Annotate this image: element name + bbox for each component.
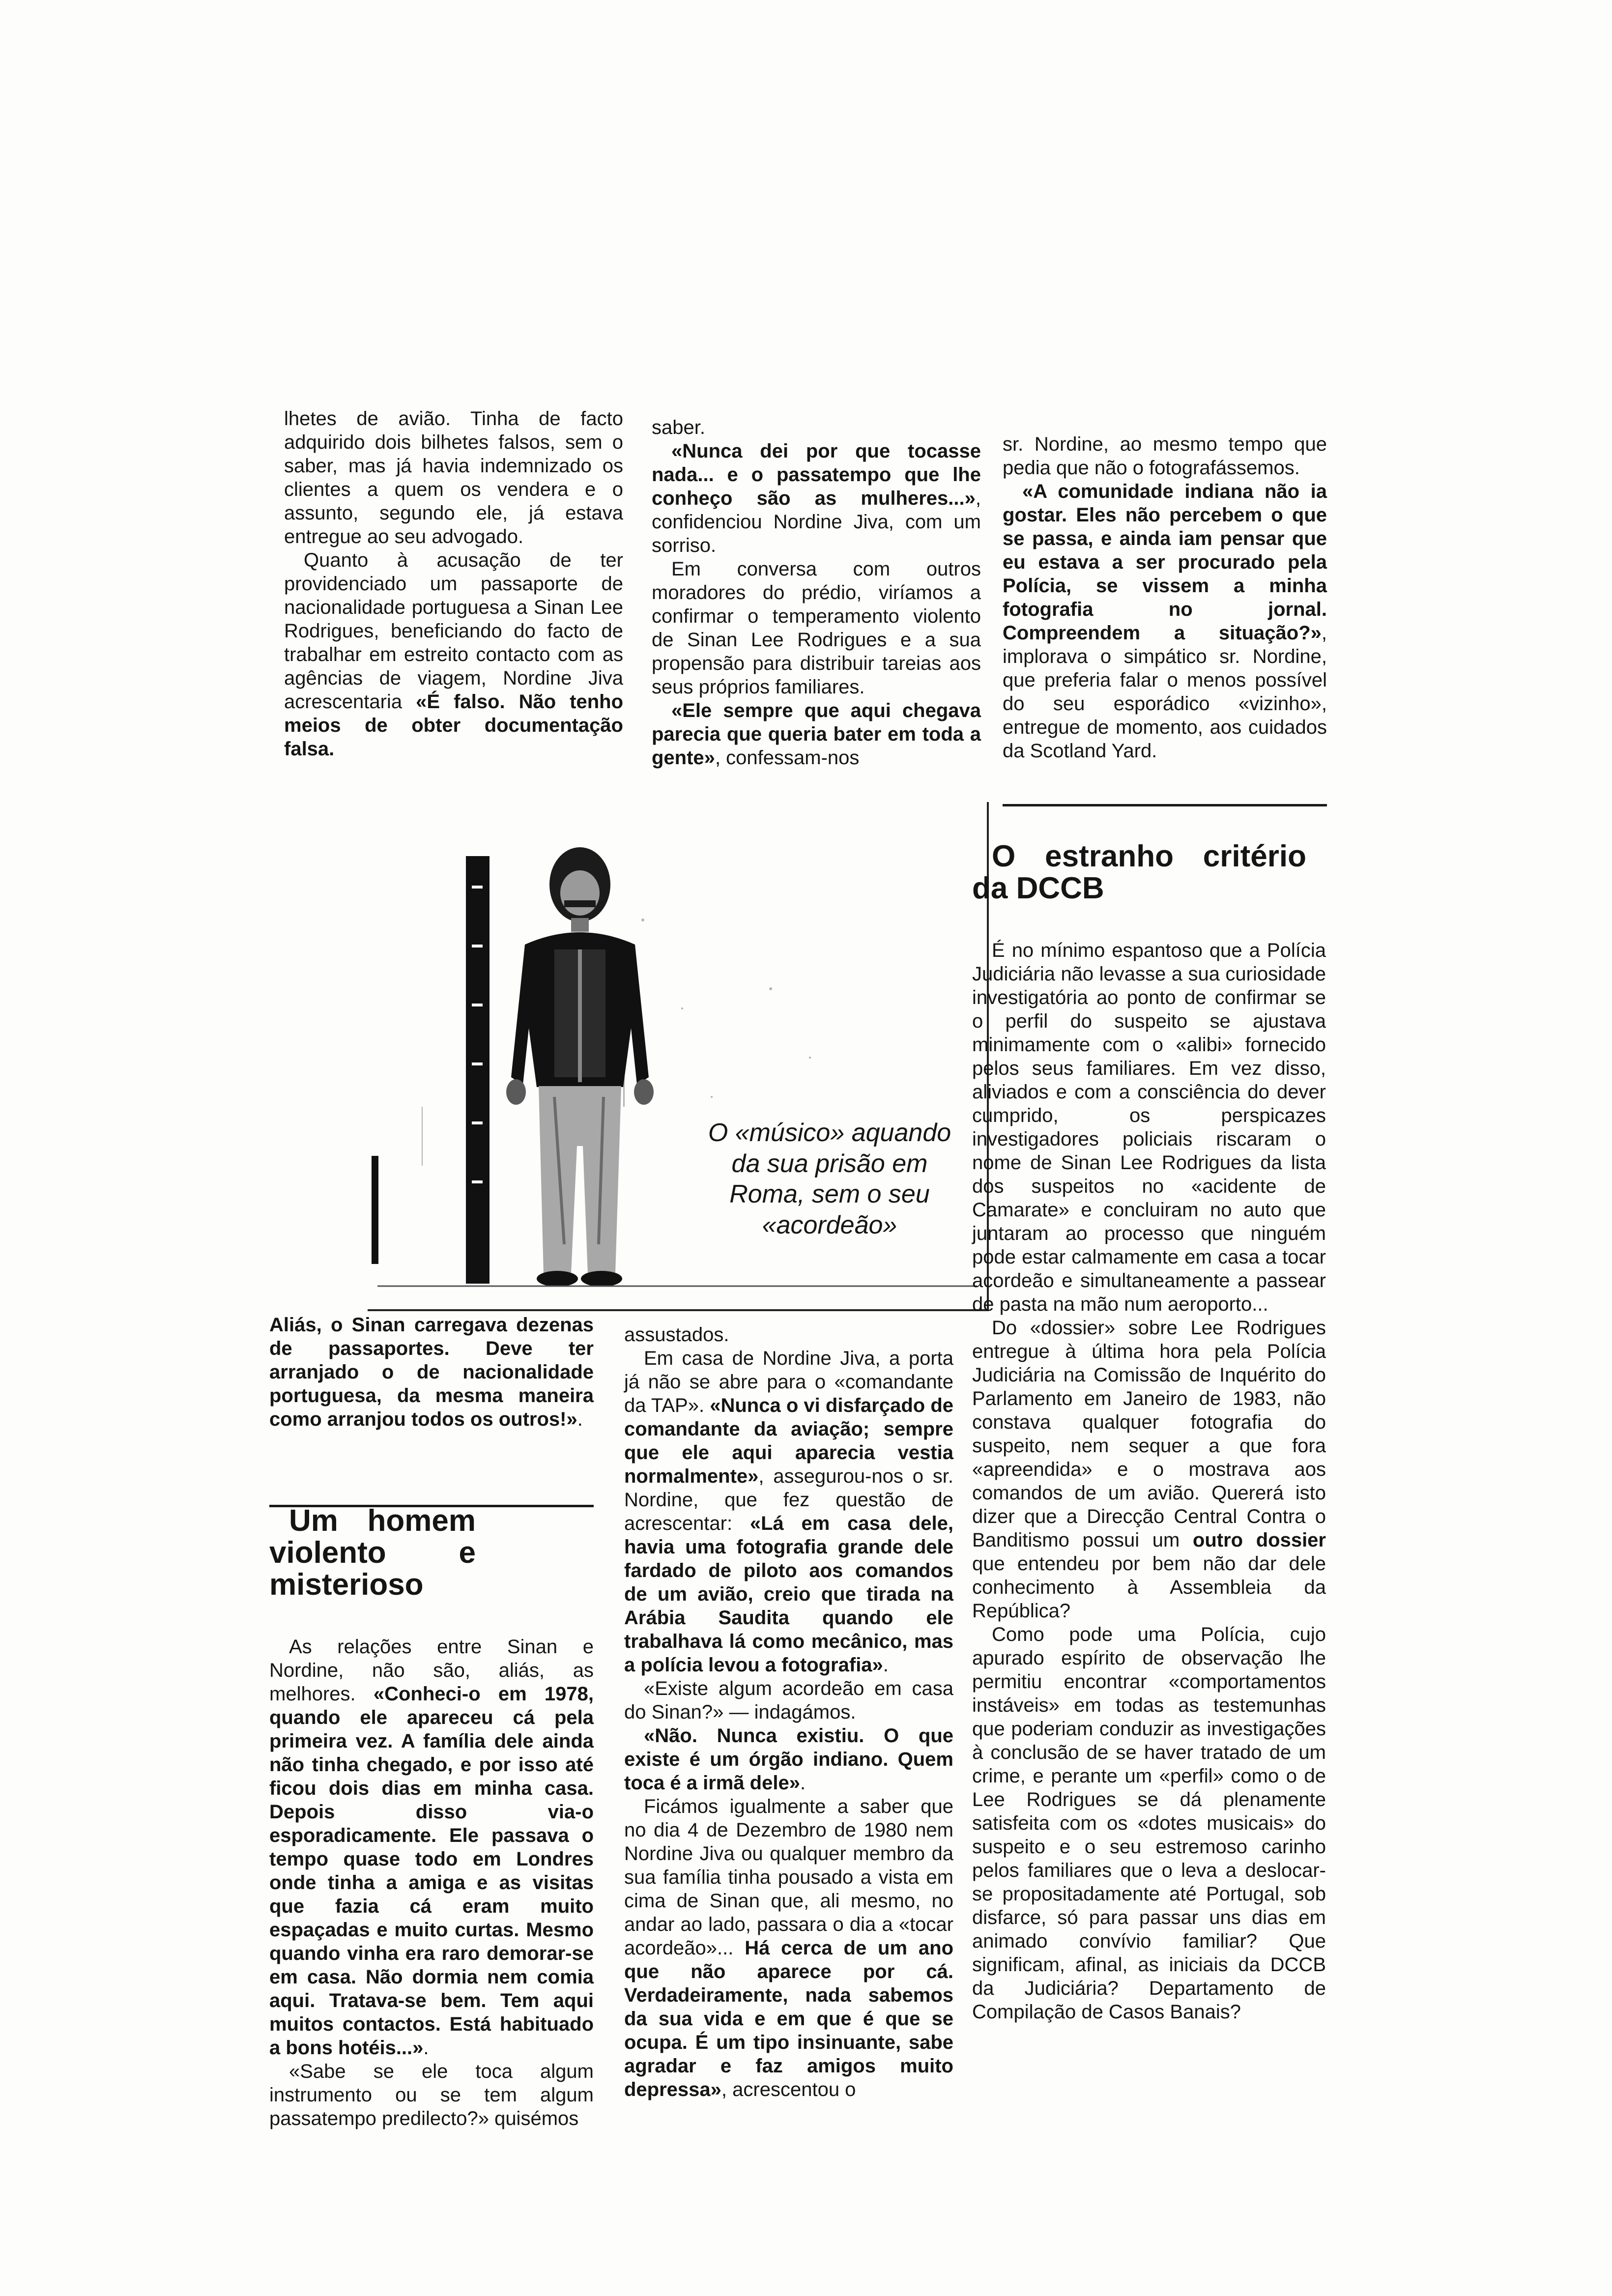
paragraph	[624, 1677, 953, 1724]
text-run: que entendeu por bem não dar dele conhecimento à Assembleia da República?	[972, 1553, 1326, 1622]
text-run: É no mínimo espantoso que a Polícia Judiciária não levasse a sua curiosidade investigatória ao ponto de confirmar se o perfil do suspeito se ajustava minimamente com o «alibi» fornecido pelos seus familiares. Em vez disso, aliviados e com a consciência do dever cumprido, os perspicazes investigadores policiais riscaram o nome de Sinan Lee Rodrigues da lista dos suspeitos no «acidente de Camarate» e concluiram no auto que juntaram ao processo que ninguém pode estar calmamente em casa a tocar acordeão e simultaneamente a passear de pasta na mão num aeroporto...	[972, 940, 1326, 1316]
bottom-column-2	[624, 1323, 953, 2101]
bold-run: «Nunca dei por que tocasse nada... e o passatempo que lhe conheço são as mulheres...»	[652, 440, 981, 509]
top-column-1	[284, 407, 623, 761]
paragraph	[652, 557, 981, 699]
paragraph	[624, 1323, 953, 1347]
paragraph	[972, 939, 1326, 1316]
text-run: Como pode uma Polícia, cujo apurado espírito de observação lhe permitiu encontrar «comportamentos instáveis» em todas as testemunhas que poderiam conduzir as investigações à conclusão de se haver tratado de um crime, e perante um «perfil» como o de Lee Rodrigues se dá plenamente satisfeita com os «dotes musicais» do suspeito e o seu estremoso carinho pelos familiares que o leva a deslocar-se propositadamente até Portugal, sob disfarce, só para passar uns dias em animado convívio familiar? Que significam, afinal, as iniciais da DCCB da Judiciária? Departamento de Compilação de Casos Banais?	[972, 1624, 1326, 2023]
bold-run: «Ele sempre que aqui chegava parecia que queria bater em toda a gente»	[652, 700, 981, 769]
text-run: Ficámos igualmente a saber que no dia 4 de Dezembro de 1980 nem Nordine Jiva ou qualquer membro da sua família tinha pousado a vista em cima de Sinan que, ali mesmo, no andar ao lado, passara o dia a «tocar acordeão»...	[624, 1796, 953, 1959]
text-run: .	[577, 1408, 583, 1430]
text-run: , confessam-nos	[715, 747, 860, 769]
text-run: .	[800, 1772, 806, 1794]
text-run: As relações entre Sinan e Nordine, não são, aliás, as melhores.	[269, 1636, 594, 1705]
paragraph	[284, 548, 623, 761]
text-run: lhetes de avião. Tinha de facto adquirido dois bilhetes falsos, sem o saber, mas já havia indemnizado os clientes a quem os vendera e o assunto, segundo ele, já estava entregue ao seu advogado.	[284, 408, 623, 547]
bold-run: «A comunidade indiana não ia gostar. Eles não percebem o que se passa, e ainda iam pensar que eu estava a ser procurado pela Polícia, se vissem a minha fotografia no jornal. Compreendem a situação?»	[1003, 481, 1327, 644]
text-run: «Existe algum acordeão em casa do Sinan?» — indagámos.	[624, 1678, 953, 1723]
paragraph	[269, 1313, 594, 1431]
paragraph	[269, 2060, 594, 2130]
paragraph	[652, 416, 981, 439]
bold-run: «É falso. Não tenho meios de obter documentação falsa.	[284, 691, 624, 760]
paragraph	[652, 439, 981, 557]
text-run: , implorava o simpático sr. Nordine, que preferia falar o menos possível do seu esporádico «vizinho», entregue de momento, aos cuidados da Scotland Yard.	[1003, 622, 1327, 762]
paragraph	[972, 1623, 1326, 2024]
bold-run: outro dossier	[1192, 1529, 1326, 1551]
text-run: Em conversa com outros moradores do prédio, viríamos a confirmar o temperamento violento de Sinan Lee Rodrigues e a sua propensão para distribuir tareias aos seus próprios familiares.	[652, 558, 981, 698]
paragraph	[1003, 480, 1327, 763]
bold-run: «Não. Nunca existiu. O que existe é um órgão indiano. Quem toca é a irmã dele»	[624, 1725, 953, 1794]
suspect-photo-block	[368, 802, 989, 1311]
top-column-2	[652, 416, 981, 770]
bold-run: «Lá em casa dele, havia uma fotografia grande dele fardado de piloto aos comandos de um avião, creio que tirada na Arábia Saudita quando ele trabalhava lá como mecânico, mas a polícia levou a fotografia»	[624, 1513, 953, 1676]
paragraph	[269, 1635, 594, 2060]
bottom-column-1-intro	[269, 1313, 594, 1431]
paragraph	[624, 1347, 953, 1677]
bold-run: Aliás, o Sinan carregava dezenas de passaportes. Deve ter arranjado o de nacionalidade portuguesa, da mesma maneira como arranjou todos os outros!»	[269, 1314, 594, 1430]
text-run: .	[423, 2037, 429, 2059]
top-column-3	[1003, 432, 1327, 763]
text-run: sr. Nordine, ao mesmo tempo que pedia que não o fotografássemos.	[1003, 433, 1327, 479]
paragraph	[284, 407, 623, 548]
text-run: saber.	[652, 417, 705, 438]
text-run: Em casa de Nordine Jiva, a porta já não se abre para o «comandante da TAP».	[624, 1348, 953, 1416]
text-run: «Sabe se ele toca algum instrumento ou se tem algum passatempo predilecto?» quisémos	[269, 2061, 594, 2130]
section-heading-estranho-criterio: O estranho critério da DCCB	[972, 839, 1306, 906]
paragraph	[624, 1724, 953, 1795]
paragraph	[1003, 432, 1327, 480]
text-run: , confidenciou Nordine Jiva, com um sorriso.	[652, 488, 981, 556]
bottom-column-3-body	[972, 939, 1326, 2024]
text-run: Quanto à acusação de ter providenciado um passaporte de nacionalidade portuguesa a Sinan Lee Rodrigues, beneficiando do facto de trabalhar em estreito contacto com as agências de viagem, Nordine Jiva acrescentaria	[284, 549, 623, 713]
bottom-column-1-body	[269, 1635, 594, 2130]
section-heading-um-homem: Um homem violento e misterioso	[269, 1504, 476, 1602]
paragraph	[652, 699, 981, 770]
text-run: , assegurou-nos o sr. Nordine, que fez questão de acrescentar:	[624, 1465, 953, 1534]
bold-run: «Conheci-o em 1978, quando ele apareceu cá pela primeira vez. A família dele ainda não tinha chegado, e por isso até ficou dois dias em minha casa. Depois disso via-o esporadicamente. Ele passava o tempo quase todo em Londres onde tinha a amiga e as visitas que fazia cá eram muito espaçadas e muito curtas. Mesmo quando vinha era raro demorar-se em casa. Não dormia nem comia aqui. Tratava-se bem. Tem aqui muitos contactos. Está habituado a bons hotéis...»	[269, 1683, 594, 2059]
bottom-column-3	[972, 840, 1326, 2024]
paragraph	[624, 1795, 953, 2101]
paragraph	[972, 1316, 1326, 1623]
bold-run: Há cerca de um ano que não aparece por cá. Verdadeiramente, nada sabemos da sua vida e em que é que se ocupa. É um tipo insinuante, sabe agradar e faz amigos muito depressa»	[624, 1937, 953, 2100]
column-rule-top-right	[1003, 804, 1327, 806]
bottom-column-1	[269, 1313, 594, 2130]
text-run: assustados.	[624, 1324, 729, 1346]
photo-caption: O «músico» aquando da sua prisão em Roma, sem o seu «acordeão»	[708, 1119, 951, 1239]
text-run: .	[883, 1654, 889, 1676]
text-run: , acrescentou o	[721, 2079, 856, 2100]
text-run: Do «dossier» sobre Lee Rodrigues entregue à última hora pela Polícia Judiciária na Comissão de Inquérito do Parlamento em Janeiro de 1983, não constava qualquer fotografia do suspeito, nem sequer a que fora «apreendida» e o mostrava aos comandos de um avião. Quererá isto dizer que a Direcção Central Contra o Banditismo possui um	[972, 1317, 1326, 1551]
bold-run: «Nunca o vi disfarçado de comandante da aviação; sempre que ele aqui aparecia vestia normalmente»	[624, 1395, 953, 1487]
